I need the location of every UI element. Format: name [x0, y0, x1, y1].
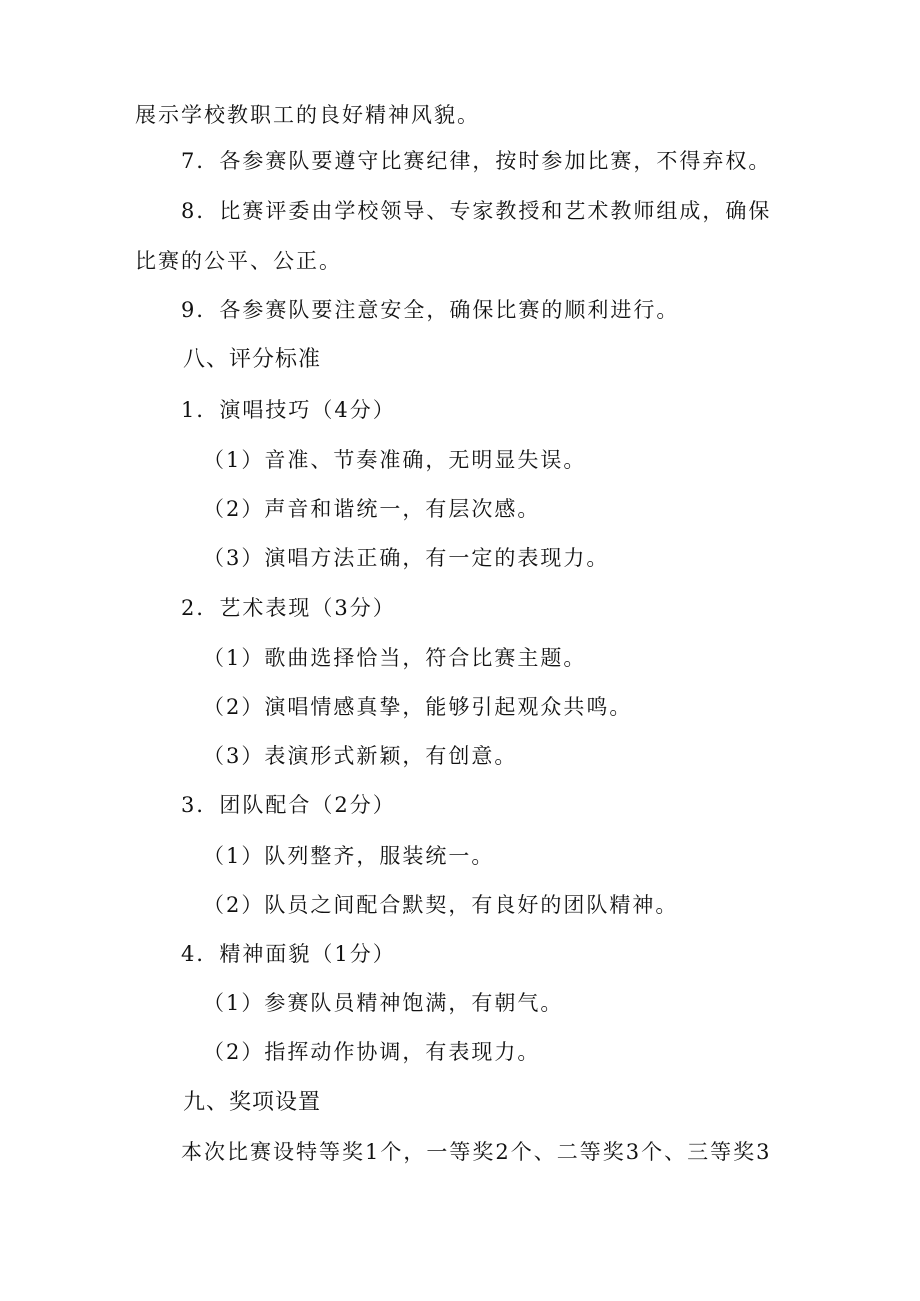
- criterion-title: 3．团队配合（2分）: [181, 793, 396, 817]
- rule-8: 8．比赛评委由学校领导、专家教授和艺术教师组成，确保: [181, 199, 772, 223]
- rule-7: 7．各参赛队要遵守比赛纪律，按时参加比赛，不得弃权。: [181, 149, 772, 173]
- rule-8-continuation: 比赛的公平、公正。: [135, 249, 342, 273]
- criterion-item: （1）队列整齐，服装统一。: [203, 844, 495, 868]
- criterion-title: 1．演唱技巧（4分）: [181, 398, 396, 422]
- paragraph-continuation: 展示学校教职工的良好精神风貌。: [135, 103, 480, 127]
- criterion-item: （2）演唱情感真挚，能够引起观众共鸣。: [203, 695, 633, 719]
- criterion-item: （1）参赛队员精神饱满，有朝气。: [203, 991, 564, 1015]
- awards-paragraph: 本次比赛设特等奖1个，一等奖2个、二等奖3个、三等奖3: [181, 1140, 772, 1164]
- criterion-item: （1）歌曲选择恰当，符合比赛主题。: [203, 646, 587, 670]
- criterion-item: （3）表演形式新颖，有创意。: [203, 744, 518, 768]
- section-heading-scoring: 八、评分标准: [183, 347, 322, 372]
- criterion-item: （2）指挥动作协调，有表现力。: [203, 1040, 541, 1064]
- criterion-item: （1）音准、节奏准确，无明显失误。: [203, 448, 587, 472]
- criterion-item: （2）队员之间配合默契，有良好的团队精神。: [203, 893, 679, 917]
- section-heading-awards: 九、奖项设置: [183, 1090, 322, 1115]
- criterion-title: 4．精神面貌（1分）: [181, 942, 396, 966]
- criterion-item: （2）声音和谐统一，有层次感。: [203, 497, 541, 521]
- rule-9: 9．各参赛队要注意安全，确保比赛的顺利进行。: [181, 298, 680, 322]
- criterion-item: （3）演唱方法正确，有一定的表现力。: [203, 546, 610, 570]
- criterion-title: 2．艺术表现（3分）: [181, 596, 396, 620]
